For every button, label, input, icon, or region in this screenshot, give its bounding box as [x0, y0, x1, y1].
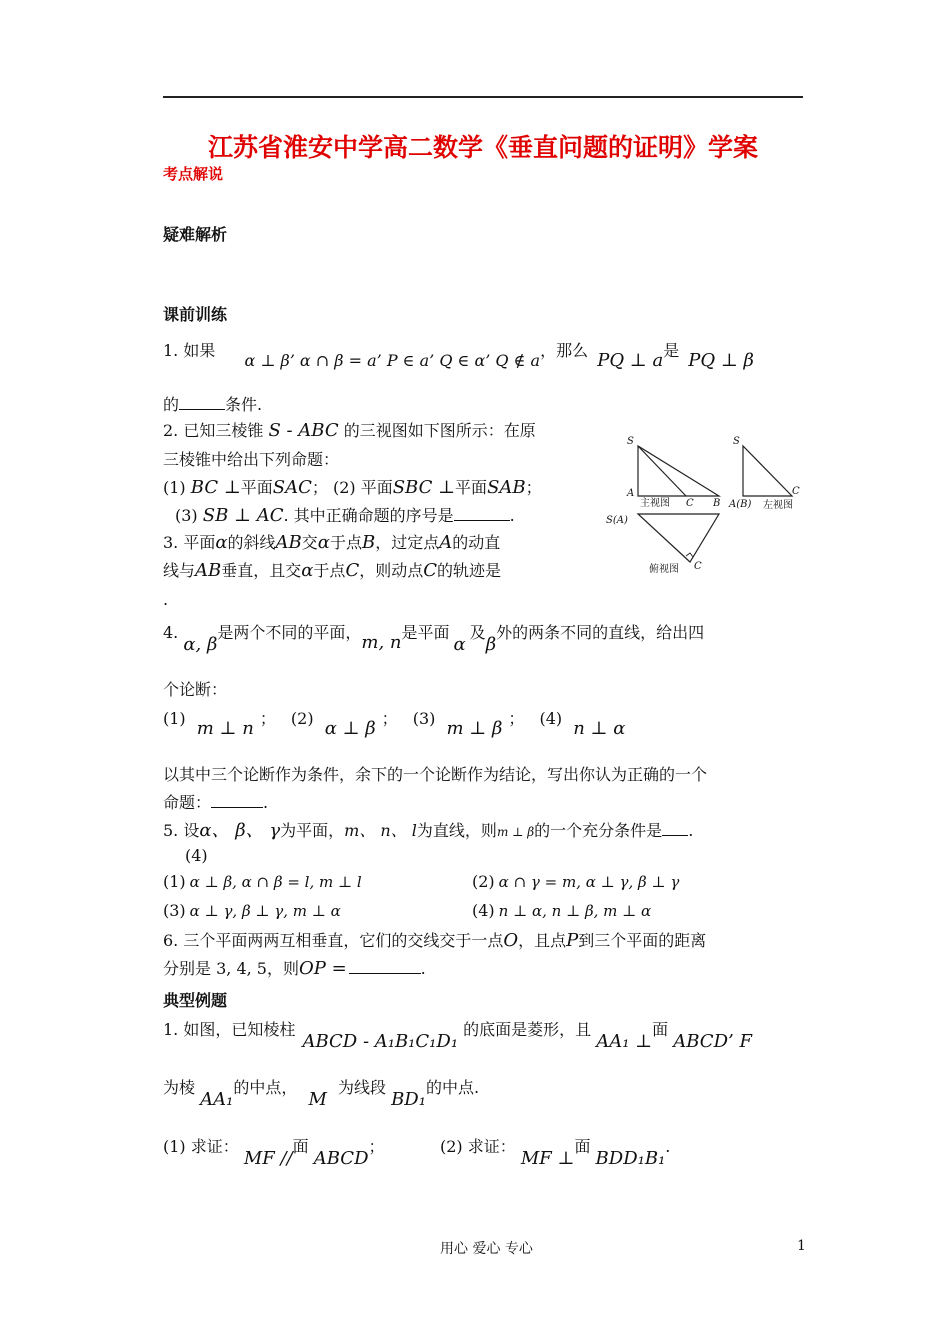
q1-math3: PQ ⊥ β [688, 350, 754, 371]
q5-choice4 [472, 901, 651, 920]
q4-t4: 及 [469, 623, 486, 642]
q6-line1 [163, 928, 706, 951]
ex1-part2 [440, 1134, 671, 1169]
q4-o3: (3) [412, 709, 436, 728]
q5-c4m: n ⊥ α, n ⊥ β, m ⊥ α [498, 902, 652, 920]
q3-m1: α [215, 532, 228, 553]
q2-line1 [163, 418, 536, 441]
q5-m2: m、 n、 l [344, 821, 417, 840]
q3-m4: B [361, 532, 376, 553]
label-a1: A [627, 488, 635, 499]
q1-line1 [163, 338, 754, 371]
ex1-p2m1: MF ⊥ [520, 1148, 575, 1169]
q5-answer: (4) [185, 846, 208, 865]
q5-choice2 [472, 872, 679, 891]
q3-t4: 于点 [329, 533, 362, 552]
q1-mid: ，那么 [540, 341, 589, 360]
q3-t11: 的轨迹是 [437, 561, 502, 580]
q2-math-sab: SAB [487, 477, 526, 498]
q5-c2m: α ∩ γ = m, α ⊥ γ, β ⊥ γ [498, 873, 680, 891]
ex1-t6: 为线段 [337, 1078, 386, 1097]
q3-m8: C [345, 560, 360, 581]
ex1-p1t: (1) 求证： [163, 1137, 239, 1156]
ex1-m3: ABCD’ F [673, 1031, 752, 1052]
ex1-t1: 1. 如图，已知棱柱 [163, 1020, 296, 1039]
q5-choice3 [163, 901, 341, 920]
q4-o4: (4) [539, 709, 563, 728]
ex1-t4: 为棱 [163, 1078, 196, 1097]
ex1-m5: M [308, 1089, 327, 1110]
page-number: 1 [797, 1238, 806, 1254]
q4-o1m: m ⊥ n [196, 718, 254, 739]
ex1-line2 [163, 1075, 480, 1110]
q4-s2: ； [381, 709, 398, 728]
q2-math-sbac: SB ⊥ AC [202, 505, 284, 526]
q3-t7: 线与 [163, 561, 196, 580]
q4-m3: α [453, 634, 466, 655]
q4-t1: 4. [163, 623, 179, 642]
ex1-p1mian: 面 [292, 1137, 309, 1156]
ex1-t2: 的底面是菱形，且 [463, 1020, 592, 1039]
q2-opt3: (3) [175, 506, 198, 525]
q6-t1: 6. 三个平面两两互相垂直，它们的交线交于一点 [163, 931, 504, 950]
section-kaodian: 考点解说 [163, 165, 224, 183]
q2-line3 [163, 475, 542, 498]
q5-line1 [163, 816, 693, 842]
q4-m2: m, n [361, 632, 402, 653]
q2-text3: . 其中正确命题的序号是 [283, 506, 454, 525]
q3-t5: ，过定点 [375, 533, 440, 552]
ex1-t7: 的中点. [425, 1078, 480, 1097]
label-s2: S [733, 436, 740, 447]
q2-line2: 三棱锥中给出下列命题： [163, 450, 340, 469]
q5-choice1 [163, 872, 362, 891]
ex1-part1 [163, 1134, 385, 1169]
q5-t1: 5. 设 [163, 821, 200, 840]
q2-text2: 的三视图如下图所示：在原 [343, 421, 536, 440]
q3-m6: AB [195, 560, 222, 581]
q4-t5: 外的两条不同的直线，给出四 [496, 623, 705, 642]
ex1-m6: BD₁ [391, 1089, 426, 1110]
q1-shi: 是 [663, 341, 680, 360]
q5-c1: (1) [163, 872, 186, 891]
ex1-m2: AA₁ ⊥ [596, 1031, 653, 1052]
q4-mingti: 命题： [163, 793, 212, 812]
ex1-t5: 的中点， [233, 1078, 298, 1097]
header-rule [163, 96, 803, 98]
q3-m3: α [317, 532, 330, 553]
q2-math-sac: SAC [272, 477, 312, 498]
ex1-m4: AA₁ [200, 1089, 234, 1110]
q4-o4m: n ⊥ α [573, 718, 626, 739]
q4-m1: α, β [183, 634, 218, 655]
page-title: 江苏省淮安中学高二数学《垂直问题的证明》学案 [207, 133, 758, 162]
q3-t10: ，则动点 [359, 561, 424, 580]
q3-t1: 3. 平面 [163, 533, 216, 552]
q1-de: 的 [163, 395, 180, 414]
q1-line2 [163, 392, 262, 415]
q6-t3: 到三个平面的距离 [578, 931, 707, 950]
q2-period: . [509, 506, 515, 525]
q5-c2: (2) [472, 872, 495, 891]
q1-blank [179, 397, 225, 410]
q6-period: . [420, 959, 426, 978]
q5-t5: . [688, 821, 694, 840]
label-s1: S [627, 436, 634, 447]
ex1-m1: ABCD - A₁B₁C₁D₁ [302, 1031, 459, 1052]
q3-m7: α [301, 560, 314, 581]
q3-line1 [163, 530, 500, 553]
q3-m5: A [439, 532, 453, 553]
q6-blank [349, 961, 421, 974]
q3-m9: C [423, 560, 438, 581]
q5-t4: 的一个充分条件是 [534, 821, 663, 840]
q5-c4: (4) [472, 901, 495, 920]
q2-pingmian1: 平面 [240, 478, 273, 497]
q4-o2m: α ⊥ β [324, 718, 376, 739]
section-keqian: 课前训练 [163, 305, 228, 324]
q2-math-sabc: S - ABC [268, 420, 339, 441]
q5-c1m: α ⊥ β, α ∩ β = l, m ⊥ l [189, 873, 362, 891]
q1-math2: PQ ⊥ a [597, 350, 664, 371]
q2-blank [454, 508, 510, 521]
q1-math1: α ⊥ β’ α ∩ β = a’ P ∈ a’ Q ∈ α’ Q ∉ a [244, 351, 541, 370]
q2-line4 [175, 503, 515, 526]
q1-tiaojian: 条件. [225, 395, 263, 414]
section-dianxing: 典型例题 [163, 991, 228, 1010]
q4-m4: β [485, 634, 497, 655]
footer-slogan: 用心 爱心 专心 [440, 1241, 533, 1257]
q6-m1: O [503, 930, 519, 951]
ex1-p1m2: ABCD [313, 1148, 369, 1169]
three-view-figure [600, 426, 805, 576]
ex1-t3: 面 [652, 1020, 669, 1039]
q4-blank [211, 795, 263, 808]
q3-line2 [163, 558, 501, 581]
q6-t2: ，且点 [518, 931, 567, 950]
q6-m2: P [566, 930, 579, 951]
q5-m3: m ⊥ β [496, 825, 535, 839]
ex1-p1semi: ； [368, 1137, 385, 1156]
label-c1: C [686, 498, 694, 509]
q1-prefix: 1. 如果 [163, 341, 216, 360]
q5-blank [662, 823, 688, 836]
q5-c3m: α ⊥ γ, β ⊥ γ, m ⊥ α [189, 902, 341, 920]
q3-t3: 交 [301, 533, 318, 552]
label-ab: A(B) [729, 499, 752, 510]
q4-line2: 个论断： [163, 680, 228, 699]
q3-t9: 于点 [313, 561, 346, 580]
q4-line4: 以其中三个论断作为条件，余下的一个论断作为结论，写出你认为正确的一个 [163, 765, 708, 784]
q4-line5 [163, 790, 268, 813]
q2-math-sbc: SBC ⊥ [392, 477, 456, 498]
q5-t2: 为平面， [280, 821, 345, 840]
q4-s1: ； [259, 709, 276, 728]
q4-t3: 是平面 [401, 623, 450, 642]
q4-period: . [263, 793, 269, 812]
top-view [606, 514, 719, 575]
q3-line3: . [163, 590, 169, 609]
q3-m2: AB [275, 532, 302, 553]
ex1-line1 [163, 1017, 752, 1052]
q5-c3: (3) [163, 901, 186, 920]
label-c2: C [792, 486, 800, 497]
label-zuoshitu: 左视图 [763, 500, 793, 511]
label-zhushitu: 主视图 [640, 498, 670, 509]
left-view [728, 436, 800, 511]
q4-line3 [163, 706, 626, 739]
q6-t4: 分别是 3, 4, 5，则 [163, 959, 299, 978]
q5-t3: 为直线，则 [416, 821, 497, 840]
label-b1: B [713, 498, 721, 509]
label-fushitu: 俯视图 [649, 564, 679, 575]
q4-o3m: m ⊥ β [446, 718, 503, 739]
q2-math-bc: BC ⊥ [190, 477, 241, 498]
front-view [626, 436, 720, 509]
label-c3: C [694, 561, 702, 572]
ex1-p2mian: 面 [574, 1137, 591, 1156]
q2-text1: 2. 已知三棱锥 [163, 421, 264, 440]
q3-t2: 的斜线 [227, 533, 276, 552]
q2-pingmian2: 平面 [455, 478, 488, 497]
q4-o2: (2) [290, 709, 314, 728]
section-yinan: 疑难解析 [163, 225, 228, 244]
q4-line1 [163, 620, 705, 655]
ex1-p2period: . [665, 1137, 671, 1156]
q2-opt1: (1) [163, 478, 186, 497]
q5-m1: α、 β、 γ [199, 820, 281, 841]
q6-m3: OP = [298, 958, 347, 979]
label-sa: S(A) [606, 515, 628, 526]
q4-t2: 是两个不同的平面， [217, 623, 362, 642]
q6-line2 [163, 956, 426, 979]
q3-t8: 垂直，且交 [221, 561, 302, 580]
q3-t6: 的动直 [452, 533, 501, 552]
q4-o1: (1) [163, 709, 186, 728]
q2-opt2: ； (2) 平面 [311, 478, 393, 497]
ex1-p2t: (2) 求证： [440, 1137, 516, 1156]
q2-semi: ； [525, 478, 542, 497]
q4-s3: ； [508, 709, 525, 728]
ex1-p2m2: BDD₁B₁ [595, 1148, 666, 1169]
ex1-p1m1: MF // [243, 1148, 293, 1169]
